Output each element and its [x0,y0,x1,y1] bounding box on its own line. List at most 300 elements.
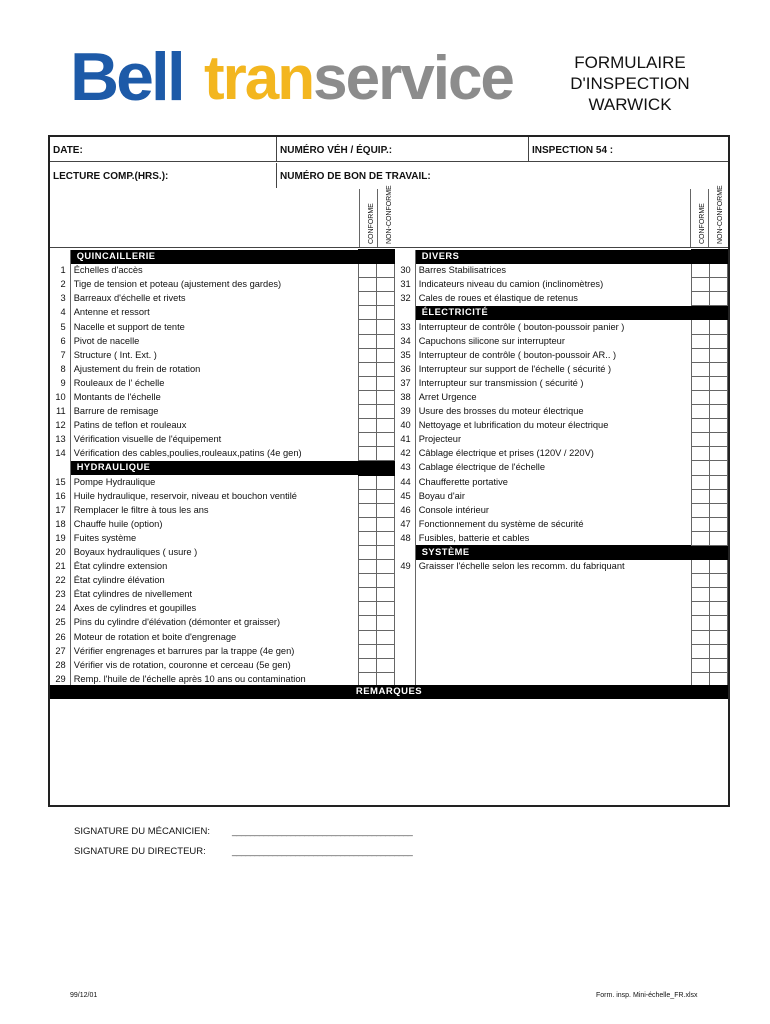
conforme-checkbox[interactable] [691,602,709,616]
item-number: 25 [55,617,66,628]
non-conforme-checkbox[interactable] [376,658,394,672]
conforme-checkbox[interactable] [691,644,709,658]
non-conforme-checkbox[interactable] [709,348,727,362]
conforme-checkbox[interactable] [691,630,709,644]
item-number [395,602,415,616]
item-number: 8 [60,363,66,374]
item-label: Barrure de remisage [70,405,358,419]
item-label: État cylindre élévation [70,574,358,588]
conforme-checkbox[interactable] [358,616,376,630]
section-title: HYDRAULIQUE [70,461,358,475]
item-label: Boyau d'air [415,489,691,503]
work-order-field[interactable]: NUMÉRO DE BON DE TRAVAIL: [280,171,431,182]
item-number: 41 [400,434,411,445]
header-row-1 [50,137,728,162]
item-label: Indicateurs niveau du camion (inclinomètres) [415,278,691,292]
non-conforme-checkbox[interactable] [376,405,394,419]
conforme-checkbox[interactable] [691,517,709,531]
checklist-row [395,574,728,588]
non-conforme-checkbox[interactable] [376,644,394,658]
reading-field[interactable]: LECTURE COMP.(HRS.): [50,163,277,188]
item-number [50,250,70,264]
conforme-checkbox[interactable] [691,264,709,278]
logo-bell-text: Bell [70,39,183,115]
checklist-row [50,644,395,658]
checklist-row [50,503,395,517]
non-conforme-checkbox[interactable] [376,489,394,503]
item-label [415,658,691,672]
non-conforme-checkbox[interactable] [376,334,394,348]
section-header-row [50,461,395,475]
item-label: Pompe Hydraulique [70,475,358,489]
item-number: 28 [55,659,66,670]
checklist-row [395,433,728,447]
checklist-row [50,545,395,559]
conforme-checkbox[interactable] [358,419,376,433]
logo-transervice-text: transervice [204,44,513,113]
checklist-row [395,292,728,306]
item-number: 33 [400,321,411,332]
conforme-checkbox[interactable] [358,644,376,658]
item-number: 39 [400,406,411,417]
non-conforme-checkbox[interactable] [709,630,727,644]
conforme-checkbox[interactable] [358,574,376,588]
checklist-row [395,278,728,292]
item-label: Ajustement du frein de rotation [70,362,358,376]
item-number: 38 [400,391,411,402]
conforme-checkbox[interactable] [358,376,376,390]
checklist-row [395,390,728,404]
checklist-row [395,531,728,545]
non-conforme-checkbox[interactable] [709,264,727,278]
non-conforme-checkbox[interactable] [376,390,394,404]
conforme-checkbox[interactable] [358,292,376,306]
item-number: 44 [400,476,411,487]
non-conforme-checkbox[interactable] [376,264,394,278]
non-conforme-checkbox[interactable] [376,531,394,545]
item-number: 5 [60,321,66,332]
item-label: Fuites système [70,531,358,545]
checklist-row [395,447,728,461]
conforme-checkbox[interactable] [691,348,709,362]
checklist-row [50,602,395,616]
item-label: Vérification des cables,poulies,rouleaux,patins (4e gen) [70,447,358,461]
checklist-row [50,419,395,433]
non-conforme-checkbox[interactable] [376,545,394,559]
non-conforme-checkbox[interactable] [709,447,727,461]
item-label: Interrupteur sur support de l'échelle ( sécurité ) [415,362,691,376]
conforme-checkbox [691,545,709,559]
item-label: Vérifier engrenages et barrures par la trappe (4e gen) [70,644,358,658]
item-number: 48 [400,532,411,543]
item-number: 42 [400,448,411,459]
checklist-row [50,306,395,320]
checklist-row [50,560,395,574]
item-number: 46 [400,504,411,515]
item-label: Pivot de nacelle [70,334,358,348]
conforme-checkbox[interactable] [691,560,709,574]
conforme-checkbox[interactable] [358,588,376,602]
non-conforme-checkbox[interactable] [376,278,394,292]
checklist-row [395,264,728,278]
conforme-checkbox[interactable] [691,503,709,517]
non-conforme-checkbox[interactable] [376,588,394,602]
conforme-checkbox[interactable] [358,362,376,376]
non-conforme-checkbox[interactable] [376,376,394,390]
item-number: 35 [400,349,411,360]
non-conforme-checkbox[interactable] [709,588,727,602]
non-conforme-checkbox[interactable] [376,292,394,306]
item-label: Tige de tension et poteau (ajustement des gardes) [70,278,358,292]
section-header-row [395,545,728,559]
non-conforme-checkbox[interactable] [376,560,394,574]
non-conforme-checkbox[interactable] [709,376,727,390]
checklist-row [50,264,395,278]
non-conforme-checkbox[interactable] [709,517,727,531]
conforme-checkbox[interactable] [358,503,376,517]
item-label: Interrupteur de contrôle ( bouton-poussoir AR.. ) [415,348,691,362]
conforme-checkbox[interactable] [691,362,709,376]
right-checklist [395,249,728,687]
non-conforme-checkbox[interactable] [376,362,394,376]
item-label: Axes de cylindres et goupilles [70,602,358,616]
conforme-checkbox[interactable] [358,405,376,419]
non-conforme-checkbox[interactable] [709,644,727,658]
item-label: Cablage électrique de l'échelle [415,461,691,475]
conforme-checkbox[interactable] [691,376,709,390]
non-conforme-checkbox[interactable] [376,574,394,588]
non-conforme-checkbox [376,461,394,475]
conforme-checkbox[interactable] [691,433,709,447]
conforme-checkbox[interactable] [691,405,709,419]
item-label: Console intérieur [415,503,691,517]
non-conforme-checkbox[interactable] [376,616,394,630]
checklist-row [395,461,728,475]
conforme-checkbox[interactable] [691,531,709,545]
item-label: Chauffe huile (option) [70,517,358,531]
item-number: 2 [60,279,66,290]
item-number [395,250,415,264]
item-label [415,630,691,644]
conforme-checkbox[interactable] [358,348,376,362]
item-label: Interrupteur sur transmission ( sécurité ) [415,376,691,390]
checklist-row [50,630,395,644]
item-label: Chaufferette portative [415,475,691,489]
checklist-row [50,531,395,545]
remarques-header: REMARQUES [50,685,728,699]
non-conforme-checkbox[interactable] [376,503,394,517]
non-conforme-checkbox [709,250,727,264]
non-conforme-checkbox[interactable] [709,390,727,404]
footer-date: 99/12/01 [70,992,98,999]
conforme-checkbox [691,306,709,320]
remarques-area[interactable] [50,699,728,805]
conforme-checkbox[interactable] [358,390,376,404]
checklist-row [50,574,395,588]
item-number: 26 [55,631,66,642]
checklist-row [395,602,728,616]
conforme-checkbox[interactable] [691,475,709,489]
conforme-checkbox[interactable] [358,602,376,616]
non-conforme-checkbox[interactable] [709,320,727,334]
non-conforme-checkbox[interactable] [376,306,394,320]
item-number: 12 [55,420,66,431]
item-number: 22 [55,575,66,586]
conforme-checkbox[interactable] [358,658,376,672]
item-number [395,545,415,559]
conforme-checkbox[interactable] [691,278,709,292]
conforme-checkbox[interactable] [358,306,376,320]
item-label: Antenne et ressort [70,306,358,320]
item-number [395,658,415,672]
checklist-row [50,517,395,531]
checklist-row [50,278,395,292]
non-conforme-checkbox[interactable] [376,419,394,433]
item-number: 27 [55,645,66,656]
item-label [415,644,691,658]
conforme-checkbox[interactable] [691,574,709,588]
item-label: Fusibles, batterie et cables [415,531,691,545]
item-label: Boyaux hydrauliques ( usure ) [70,545,358,559]
item-label: Graisser l'échelle selon les recomm. du fabriquant [415,560,691,574]
non-conforme-checkbox[interactable] [709,574,727,588]
conforme-checkbox[interactable] [691,334,709,348]
item-label: Cales de roues et élastique de retenus [415,292,691,306]
item-number [50,461,70,475]
conforme-checkbox[interactable] [358,475,376,489]
item-label: Structure ( Int. Ext. ) [70,348,358,362]
conforme-checkbox [358,461,376,475]
item-number: 15 [55,476,66,487]
item-number: 47 [400,518,411,529]
section-header-row [395,306,728,320]
non-conforme-checkbox[interactable] [376,517,394,531]
conforme-checkbox[interactable] [358,531,376,545]
checklist-row [50,348,395,362]
item-number: 34 [400,335,411,346]
item-number: 40 [400,420,411,431]
non-conforme-checkbox[interactable] [709,503,727,517]
non-conforme-checkbox[interactable] [709,292,727,306]
item-number: 32 [400,293,411,304]
non-conforme-checkbox[interactable] [709,475,727,489]
item-label: Huile hydraulique, reservoir, niveau et bouchon ventilé [70,489,358,503]
item-number: 36 [400,363,411,374]
conforme-checkbox[interactable] [358,517,376,531]
item-number [395,644,415,658]
checklist-row [50,475,395,489]
non-conforme-checkbox[interactable] [709,531,727,545]
item-label: Patins de teflon et rouleaux [70,419,358,433]
checklist-row [395,517,728,531]
mechanic-signature-label: SIGNATURE DU MÉCANICIEN: [74,826,211,837]
non-conforme-checkbox[interactable] [709,658,727,672]
item-number [395,306,415,320]
item-label: Nettoyage et lubrification du moteur électrique [415,419,691,433]
item-label: Projecteur [415,433,691,447]
non-conforme-checkbox[interactable] [709,334,727,348]
non-conforme-checkbox[interactable] [376,433,394,447]
checklist-row [50,405,395,419]
item-number: 29 [55,673,66,684]
conforme-checkbox[interactable] [691,489,709,503]
non-conforme-checkbox[interactable] [376,320,394,334]
non-conforme-checkbox[interactable] [709,362,727,376]
conforme-checkbox[interactable] [358,630,376,644]
checklist-row [50,334,395,348]
item-number: 20 [55,547,66,558]
checklist-row [50,588,395,602]
conforme-checkbox[interactable] [691,588,709,602]
left-non-conforme-header: NON-CONFORME [377,189,395,247]
item-label: Montants de l'échelle [70,390,358,404]
conforme-checkbox[interactable] [691,616,709,630]
director-signature-line[interactable]: ________________________________________ [232,846,413,856]
item-number: 24 [55,603,66,614]
item-label: État cylindre extension [70,560,358,574]
non-conforme-checkbox[interactable] [376,348,394,362]
checklist-row [395,503,728,517]
item-label [415,616,691,630]
inspection-field[interactable]: INSPECTION 54 : [529,137,728,162]
conforme-checkbox[interactable] [358,447,376,461]
section-header-row [395,250,728,264]
item-number: 1 [60,265,66,276]
conforme-checkbox[interactable] [358,489,376,503]
item-number: 21 [55,561,66,572]
non-conforme-checkbox[interactable] [709,616,727,630]
item-label: Moteur de rotation et boite d'engrenage [70,630,358,644]
checklist-row [395,630,728,644]
item-label [415,602,691,616]
non-conforme-checkbox[interactable] [709,461,727,475]
section-title: ÉLECTRICITÉ [415,306,691,320]
left-checklist [50,249,395,687]
conforme-checkbox[interactable] [358,560,376,574]
item-number [395,574,415,588]
non-conforme-checkbox[interactable] [709,489,727,503]
conforme-checkbox[interactable] [358,334,376,348]
non-conforme-checkbox[interactable] [376,630,394,644]
item-label: Pins du cylindre d'élévation (démonter et graisser) [70,616,358,630]
item-label: Vérification visuelle de l'équipement [70,433,358,447]
non-conforme-checkbox[interactable] [709,602,727,616]
item-number: 19 [55,532,66,543]
checklist-row [395,658,728,672]
checklist-row [395,320,728,334]
conforme-checkbox[interactable] [358,433,376,447]
conforme-checkbox[interactable] [691,320,709,334]
checklist-row [395,616,728,630]
item-label: Barres Stabilisatrices [415,264,691,278]
checklist-row [50,447,395,461]
checklist-row [395,334,728,348]
item-number: 37 [400,377,411,388]
item-label: Échelles d'accès [70,264,358,278]
conforme-checkbox[interactable] [691,461,709,475]
item-label: Arret Urgence [415,390,691,404]
item-number: 49 [400,561,411,572]
section-title: QUINCAILLERIE [70,250,358,264]
non-conforme-checkbox[interactable] [376,475,394,489]
non-conforme-checkbox[interactable] [709,419,727,433]
item-label: Capuchons silicone sur interrupteur [415,334,691,348]
item-label: Câblage électrique et prises (120V / 220V) [415,447,691,461]
non-conforme-checkbox[interactable] [709,560,727,574]
checklist-row [50,616,395,630]
checklist-row [50,390,395,404]
mechanic-signature-line[interactable]: ________________________________________ [232,826,413,836]
checklist-row [395,348,728,362]
section-header-row [50,250,395,264]
checklist-row [50,433,395,447]
checklist-row [395,644,728,658]
item-label: Vérifier vis de rotation, couronne et cerceau (5e gen) [70,658,358,672]
item-label: Barreaux d'échelle et rivets [70,292,358,306]
conforme-checkbox[interactable] [691,292,709,306]
right-non-conforme-header: NON-CONFORME [708,189,726,247]
checklist-row [50,362,395,376]
form-title: FORMULAIRE D'INSPECTION WARWICK [570,53,690,114]
item-label: Fonctionnement du système de sécurité [415,517,691,531]
non-conforme-checkbox[interactable] [376,447,394,461]
checklist-row [395,489,728,503]
conforme-checkbox [358,250,376,264]
item-label: Interrupteur de contrôle ( bouton-poussoir panier ) [415,320,691,334]
conforme-checkbox[interactable] [691,390,709,404]
conforme-checkbox[interactable] [691,419,709,433]
conforme-checkbox[interactable] [358,320,376,334]
item-number: 23 [55,589,66,600]
checklist-row [50,489,395,503]
item-number: 18 [55,518,66,529]
item-number: 43 [400,462,411,473]
non-conforme-checkbox[interactable] [709,278,727,292]
item-number [395,588,415,602]
item-number: 45 [400,490,411,501]
non-conforme-checkbox[interactable] [709,405,727,419]
item-number: 3 [60,293,66,304]
checklist-row [395,560,728,574]
checklist-row [395,376,728,390]
checklist-row [395,419,728,433]
item-number: 10 [55,391,66,402]
item-number: 30 [400,265,411,276]
item-number: 14 [55,448,66,459]
non-conforme-checkbox[interactable] [709,433,727,447]
conforme-checkbox [691,250,709,264]
checklist-row [395,405,728,419]
non-conforme-checkbox [709,545,727,559]
item-number: 17 [55,504,66,515]
date-field[interactable]: DATE: [50,137,277,162]
item-label: Remp. l'huile de l'échelle après 10 ans ou contamination [70,672,358,686]
conforme-checkbox[interactable] [358,545,376,559]
conforme-checkbox[interactable] [358,264,376,278]
right-conforme-header: CONFORME [690,189,708,247]
non-conforme-checkbox[interactable] [376,602,394,616]
item-number: 6 [60,335,66,346]
conforme-checkbox[interactable] [691,658,709,672]
item-label: Rouleaux de l' échelle [70,376,358,390]
item-number: 4 [60,307,66,318]
vehicle-number-field[interactable]: NUMÉRO VÉH / ÉQUIP.: [277,137,529,162]
conforme-checkbox[interactable] [691,447,709,461]
item-number: 16 [55,490,66,501]
item-number: 9 [60,377,66,388]
item-number: 7 [60,349,66,360]
conforme-checkbox[interactable] [358,278,376,292]
